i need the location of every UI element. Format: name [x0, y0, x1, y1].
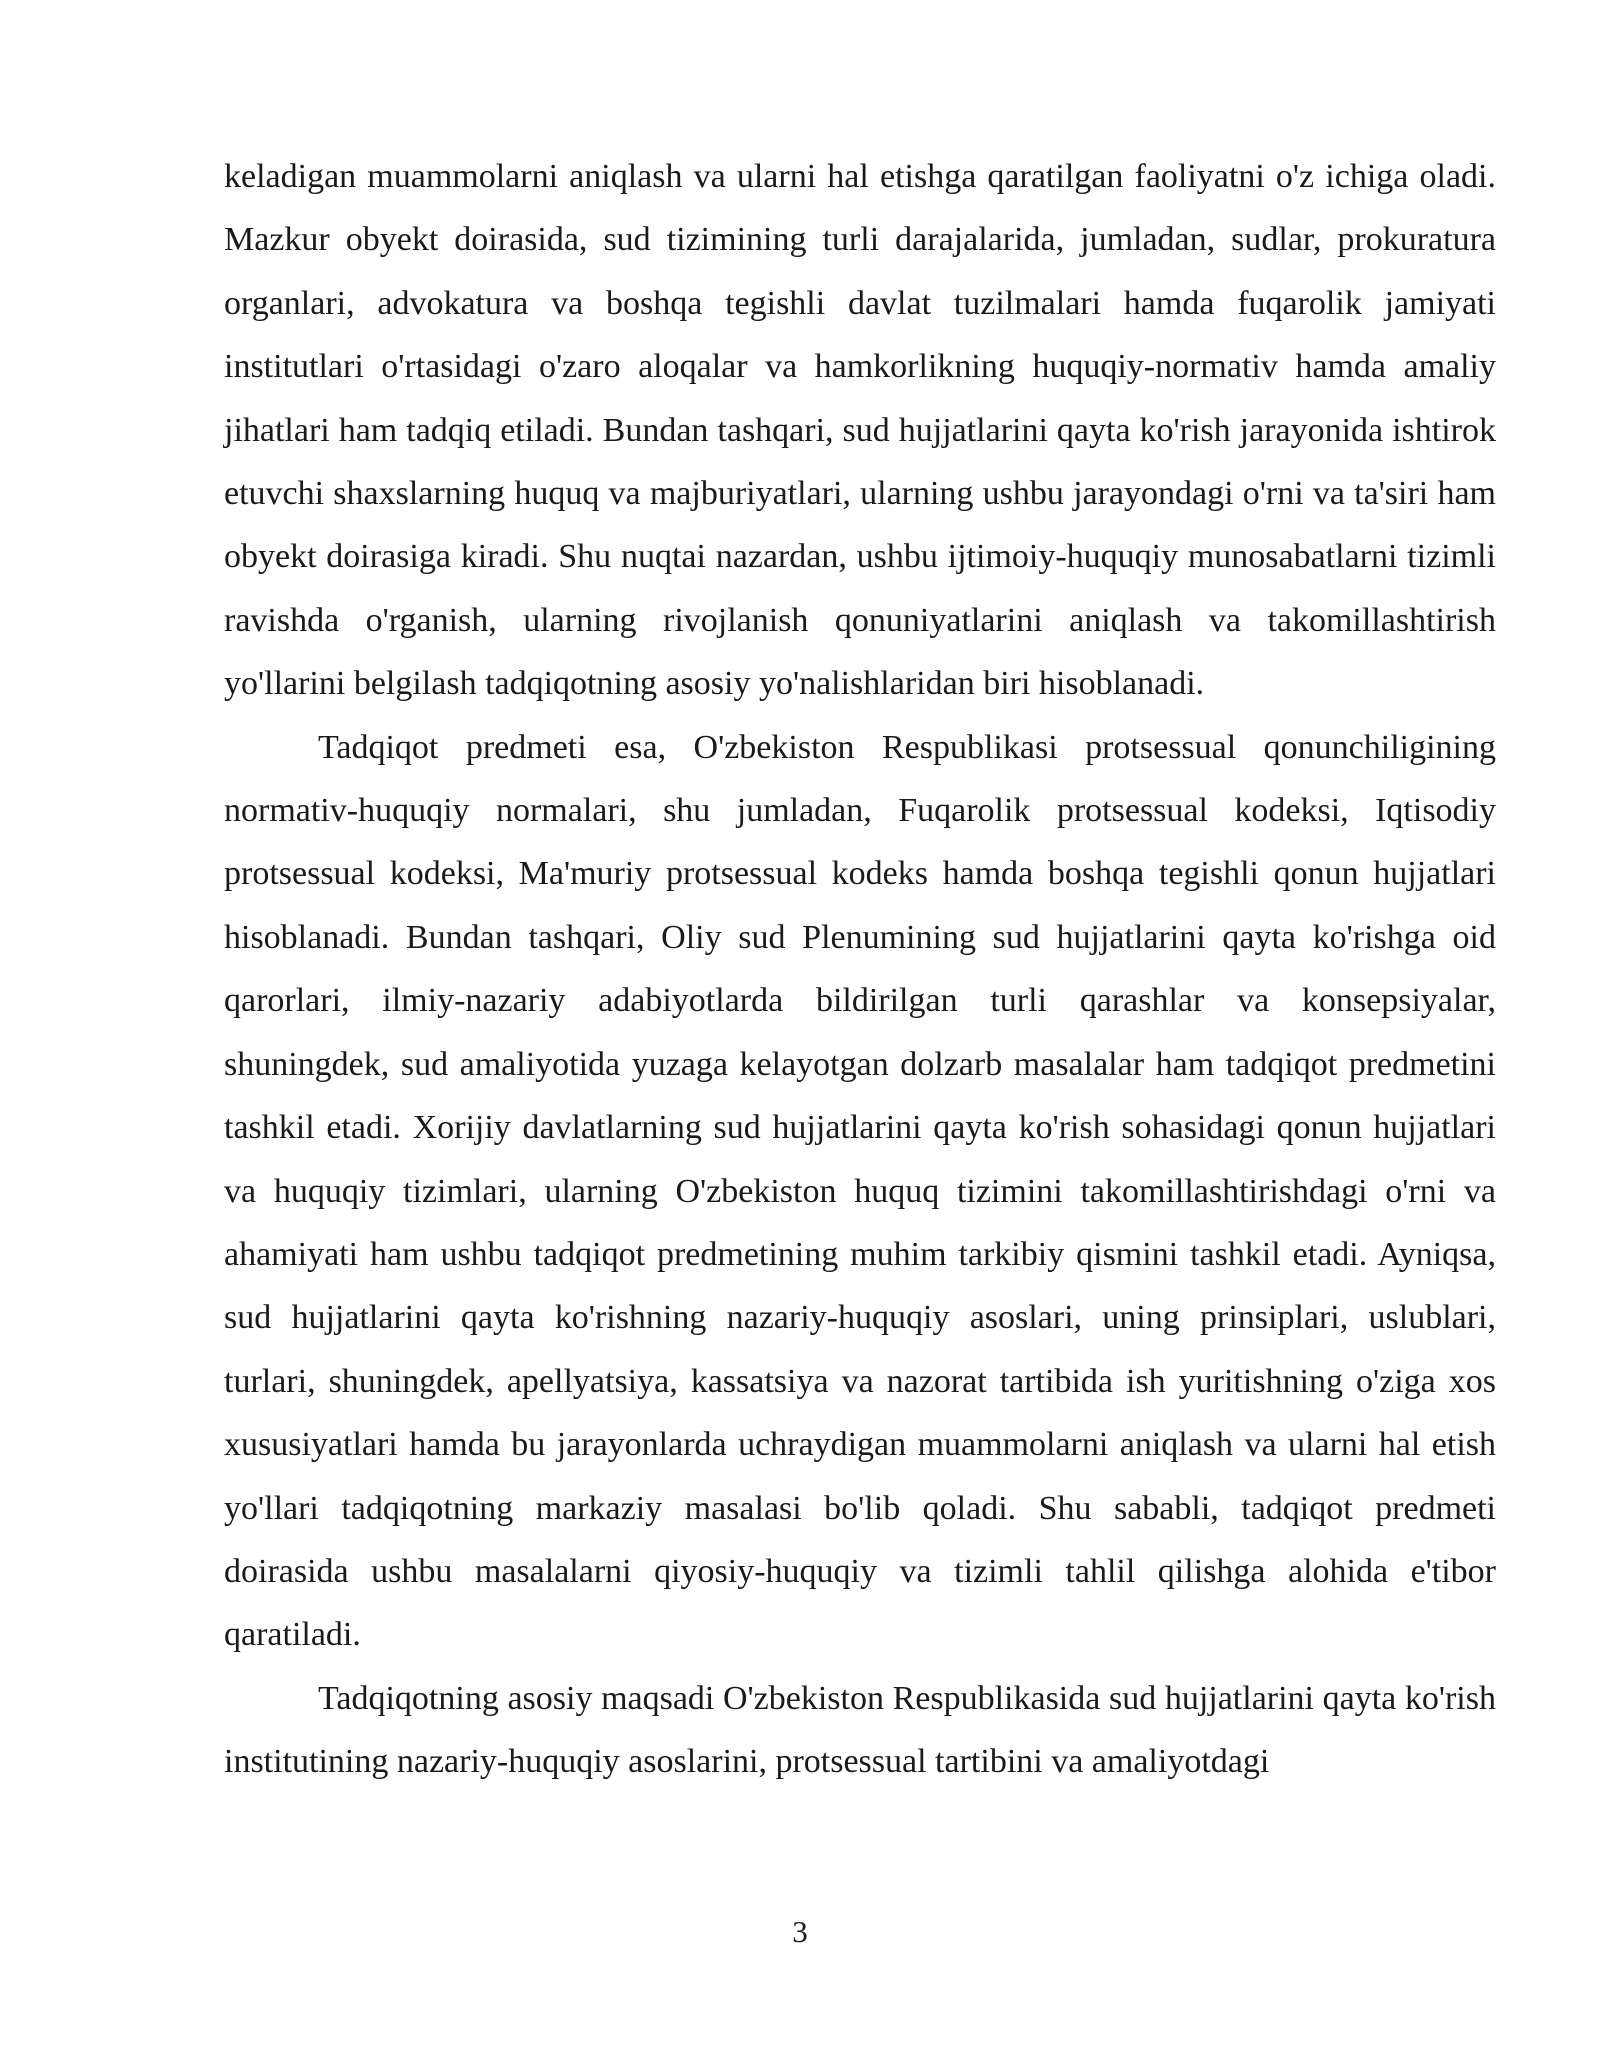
paragraph-research-goal: Tadqiqotning asosiy maqsadi O'zbekiston Respublikasida sud hujjatlarini qayta ko'rish institutining nazariy-huquqiy asoslarini, protsessual tartibini va amaliyotdagi	[224, 1679, 1496, 1781]
paragraph-object-scope: keladigan muammolarni aniqlash va ularni hal etishga qaratilgan faoliyatni o'z ichiga oladi. Mazkur obyekt doirasida, sud tizimining turli darajalarida, jumladan, sudlar, prokuratura organlari, advokatura va boshqa tegishli davlat tuzilmalari hamda fuqarolik jamiyati institutlari o'rtasidagi o'zaro aloqalar va hamkorlikning huquqiy-normativ hamda amaliy jihatlari ham tadqiq etiladi. Bundan tashqari, sud hujjatlarini qayta ko'rish jarayonida ishtirok etuvchi shaxslarning huquq va majburiyatlari, ularning ushbu jarayondagi o'rni va ta'siri ham obyekt doirasiga kiradi. Shu nuqtai nazardan, ushbu ijtimoiy-huquqiy munosabatlarni tizimli ravishda o'rganish, ularning rivojlanish qonuniyatlarini aniqlash va takomillashtirish yo'llarini belgilash tadqiqotning asosiy yo'nalishlaridan biri hisoblanadi.	[224, 158, 1496, 703]
body-text	[224, 145, 1496, 1794]
paragraph-research-subject: Tadqiqot predmeti esa, O'zbekiston Respublikasi protsessual qonunchiligining normativ-huquqiy normalari, shu jumladan, Fuqarolik protsessual kodeksi, Iqtisodiy protsessual kodeksi, Ma'muriy protsessual kodeks hamda boshqa tegishli qonun hujjatlari hisoblanadi. Bundan tashqari, Oliy sud Plenumining sud hujjatlarini qayta ko'rishga oid qarorlari, ilmiy-nazariy adabiyotlarda bildirilgan turli qarashlar va konsepsiyalar, shuningdek, sud amaliyotida yuzaga kelayotgan dolzarb masalalar ham tadqiqot predmetini tashkil etadi. Xorijiy davlatlarning sud hujjatlarini qayta ko'rish sohasidagi qonun hujjatlari va huquqiy tizimlari, ularning O'zbekiston huquq tizimini takomillashtirishdagi o'rni va ahamiyati ham ushbu tadqiqot predmetining muhim tarkibiy qismini tashkil etadi. Ayniqsa, sud hujjatlarini qayta ko'rishning nazariy-huquqiy asoslari, uning prinsiplari, uslublari, turlari, shuningdek, apellyatsiya, kassatsiya va nazorat tartibida ish yuritishning o'ziga xos xususiyatlari hamda bu jarayonlarda uchraydigan muammolarni aniqlash va ularni hal etish yo'llari tadqiqotning markaziy masalasi bo'lib qoladi. Shu sababli, tadqiqot predmeti doirasida ushbu masalalarni qiyosiy-huquqiy va tizimli tahlil qilishga alohida e'tibor qaratiladi.	[224, 728, 1496, 1654]
page-number: 3	[792, 1914, 808, 1949]
